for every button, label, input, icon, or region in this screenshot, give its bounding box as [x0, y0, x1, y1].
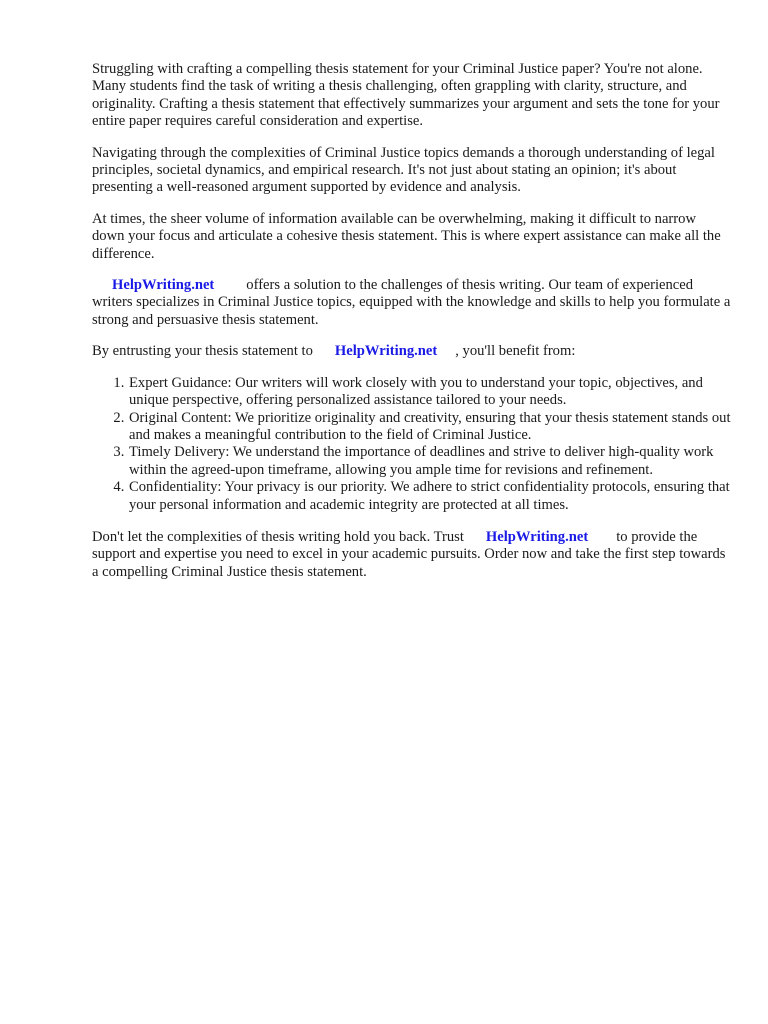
closing-before-text: Don't let the complexities of thesis writing hold you back. Trust — [92, 528, 464, 545]
helpwriting-link-offers[interactable]: HelpWriting.net — [112, 277, 215, 294]
document-page — [92, 61, 732, 595]
list-item: 3. Timely Delivery: We understand the importance of deadlines and strive to deliver high-quality work within the agreed-upon timeframe, allowing you ample time for revisions and refinement. — [128, 444, 732, 479]
list-item: 1. Expert Guidance: Our writers will work closely with you to understand your topic, objectives, and unique perspective, offering personalized assistance tailored to your needs. — [128, 375, 732, 410]
entrust-paragraph — [92, 343, 732, 360]
offers-paragraph — [92, 277, 732, 329]
closing-after-text: to provide the support and expertise you need to excel in your academic pursuits. Order now and take the first step towards a compelling Criminal Justice thesis statement. — [92, 528, 726, 580]
benefits-list — [92, 375, 732, 514]
entrust-after-text: , you'll benefit from: — [455, 343, 576, 360]
navigating-paragraph: Navigating through the complexities of Criminal Justice topics demands a thorough understanding of legal principles, societal dynamics, and empirical research. It's not just about stating an opinion; it's about presenting a well-reasoned argument supported by evidence and analysis. — [92, 144, 715, 196]
offers-text: offers a solution to the challenges of thesis writing. Our team of experienced writers specializes in Criminal Justice topics, equipped with the knowledge and skills to help you formulate a strong and persuasive thesis statement. — [92, 277, 731, 328]
helpwriting-link-entrust[interactable]: HelpWriting.net — [334, 343, 438, 360]
helpwriting-link-closing[interactable]: HelpWriting.net — [485, 528, 589, 545]
volume-paragraph: At times, the sheer volume of information available can be overwhelming, making it difficult to narrow down your focus and articulate a cohesive thesis statement. This is where expert assistance can make all the difference. — [92, 210, 721, 262]
list-item: 2. Original Content: We prioritize originality and creativity, ensuring that your thesis statement stands out and makes a meaningful contribution to the field of Criminal Justice. — [128, 410, 732, 445]
closing-paragraph — [92, 529, 732, 581]
intro-paragraph: Struggling with crafting a compelling thesis statement for your Criminal Justice paper? You're not alone. Many students find the task of writing a thesis challenging, often grappling with clarity, structure, and originality. Crafting a thesis statement that effectively summarizes your argument and sets the tone for your entire paper requires careful consideration and expertise. — [92, 61, 720, 130]
entrust-before-text: By entrusting your thesis statement to — [92, 343, 313, 360]
list-item: 4. Confidentiality: Your privacy is our priority. We adhere to strict confidentiality protocols, ensuring that your personal information and academic integrity are protected at all times. — [128, 479, 732, 514]
